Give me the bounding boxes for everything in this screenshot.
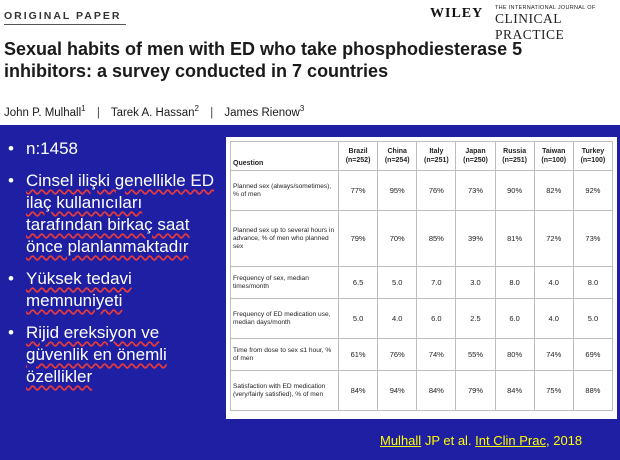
author-name: John P. Mulhall: [4, 106, 82, 119]
value-cell: 79%: [339, 211, 378, 267]
value-cell: 3.0: [456, 267, 495, 299]
question-cell: Time from dose to sex ≤1 hour, % of men: [231, 339, 339, 371]
value-cell: 92%: [573, 171, 612, 211]
value-cell: 6.5: [339, 267, 378, 299]
original-paper-label: ORIGINAL PAPER: [4, 10, 122, 22]
paper-header: [0, 0, 620, 125]
value-cell: 95%: [378, 171, 417, 211]
bullet-list: [8, 138, 220, 398]
table-header-row: [231, 142, 613, 171]
value-cell: 75%: [534, 371, 573, 411]
value-cell: 5.0: [339, 299, 378, 339]
value-cell: 77%: [339, 171, 378, 211]
bullet-item: [8, 170, 220, 258]
author-separator: |: [96, 106, 100, 119]
paper-title-line-1: Sexual habits of men with ED who take phosphodiesterase 5: [4, 39, 523, 59]
citation: [380, 433, 582, 448]
citation-author: Mulhall: [380, 433, 422, 448]
value-cell: 76%: [417, 171, 456, 211]
header-rule: [4, 24, 126, 25]
table-row: [231, 211, 613, 267]
country-column-header: Italy (n=251): [417, 142, 456, 171]
bullet-text: Cinsel ilişki genellikle ED ilaç kullanıcıları tarafından birkaç saat önce planlanmaktadır: [26, 171, 215, 256]
value-cell: 8.0: [495, 267, 534, 299]
question-cell: Frequency of ED medication use, median days/month: [231, 299, 339, 339]
bullet-dot-icon: •: [8, 269, 14, 288]
value-cell: 70%: [378, 211, 417, 267]
value-cell: 90%: [495, 171, 534, 211]
publisher-logo: WILEY: [430, 6, 484, 21]
author-separator: |: [210, 106, 214, 119]
country-column-header: Taiwan (n=100): [534, 142, 573, 171]
value-cell: 4.0: [534, 299, 573, 339]
value-cell: 4.0: [534, 267, 573, 299]
survey-table-image: [226, 137, 617, 419]
country-column-header: Turkey (n=100): [573, 142, 612, 171]
value-cell: 73%: [573, 211, 612, 267]
country-column-header: China (n=254): [378, 142, 417, 171]
bullet-dot-icon: •: [8, 139, 14, 158]
country-column-header: Russia (n=251): [495, 142, 534, 171]
question-cell: Frequency of sex, median times/month: [231, 267, 339, 299]
value-cell: 72%: [534, 211, 573, 267]
table-row: [231, 339, 613, 371]
value-cell: 81%: [495, 211, 534, 267]
author-name: Tarek A. Hassan: [110, 106, 195, 119]
country-column-header: Japan (n=250): [456, 142, 495, 171]
table-row: [231, 171, 613, 211]
value-cell: 5.0: [378, 267, 417, 299]
value-cell: 94%: [378, 371, 417, 411]
value-cell: 82%: [534, 171, 573, 211]
value-cell: 84%: [417, 371, 456, 411]
table-row: [231, 267, 613, 299]
question-cell: Satisfaction with ED medication (very/fairly satisfied), % of men: [231, 371, 339, 411]
value-cell: 61%: [339, 339, 378, 371]
journal-name: CLINICAL PRACTICE: [495, 11, 565, 42]
country-column-header: Brazil (n=252): [339, 142, 378, 171]
value-cell: 69%: [573, 339, 612, 371]
table-row: [231, 371, 613, 411]
bullet-text: Yüksek tedavi memnuniyeti: [26, 269, 132, 310]
question-cell: Planned sex up to several hours in advance, % of men who planned sex: [231, 211, 339, 267]
paper-title: [4, 38, 616, 82]
journal-subtitle: THE INTERNATIONAL JOURNAL OF: [495, 5, 596, 11]
citation-year: , 2018: [545, 433, 583, 448]
bullet-text: n:1458: [26, 139, 78, 158]
value-cell: 39%: [456, 211, 495, 267]
paper-title-line-2: inhibitors: a survey conducted in 7 countries: [4, 61, 389, 81]
table-row: [231, 299, 613, 339]
question-column-header: Question: [231, 142, 339, 171]
bullet-item: [8, 322, 220, 388]
value-cell: 84%: [495, 371, 534, 411]
value-cell: 84%: [339, 371, 378, 411]
bullet-dot-icon: •: [8, 171, 14, 190]
bullet-dot-icon: •: [8, 323, 14, 342]
value-cell: 8.0: [573, 267, 612, 299]
value-cell: 55%: [456, 339, 495, 371]
author-affiliation: 2: [194, 104, 199, 113]
value-cell: 85%: [417, 211, 456, 267]
value-cell: 7.0: [417, 267, 456, 299]
bullet-item: [8, 268, 220, 312]
value-cell: 79%: [456, 371, 495, 411]
value-cell: 88%: [573, 371, 612, 411]
value-cell: 6.0: [495, 299, 534, 339]
survey-table: [230, 141, 613, 411]
value-cell: 6.0: [417, 299, 456, 339]
bullet-text: Rijid ereksiyon ve güvenlik en önemli özellikler: [26, 323, 167, 386]
author-affiliation: 1: [81, 104, 86, 113]
question-cell: Planned sex (always/sometimes), % of men: [231, 171, 339, 211]
citation-journal: Int Clin Prac: [475, 433, 546, 448]
value-cell: 5.0: [573, 299, 612, 339]
author-name: James Rienow: [224, 106, 300, 119]
value-cell: 2.5: [456, 299, 495, 339]
value-cell: 80%: [495, 339, 534, 371]
value-cell: 4.0: [378, 299, 417, 339]
author-affiliation: 3: [299, 104, 305, 113]
bullet-item: [8, 138, 220, 160]
value-cell: 74%: [534, 339, 573, 371]
citation-middle: JP et al.: [424, 433, 472, 448]
value-cell: 73%: [456, 171, 495, 211]
value-cell: 74%: [417, 339, 456, 371]
author-list: [4, 104, 304, 119]
value-cell: 76%: [378, 339, 417, 371]
